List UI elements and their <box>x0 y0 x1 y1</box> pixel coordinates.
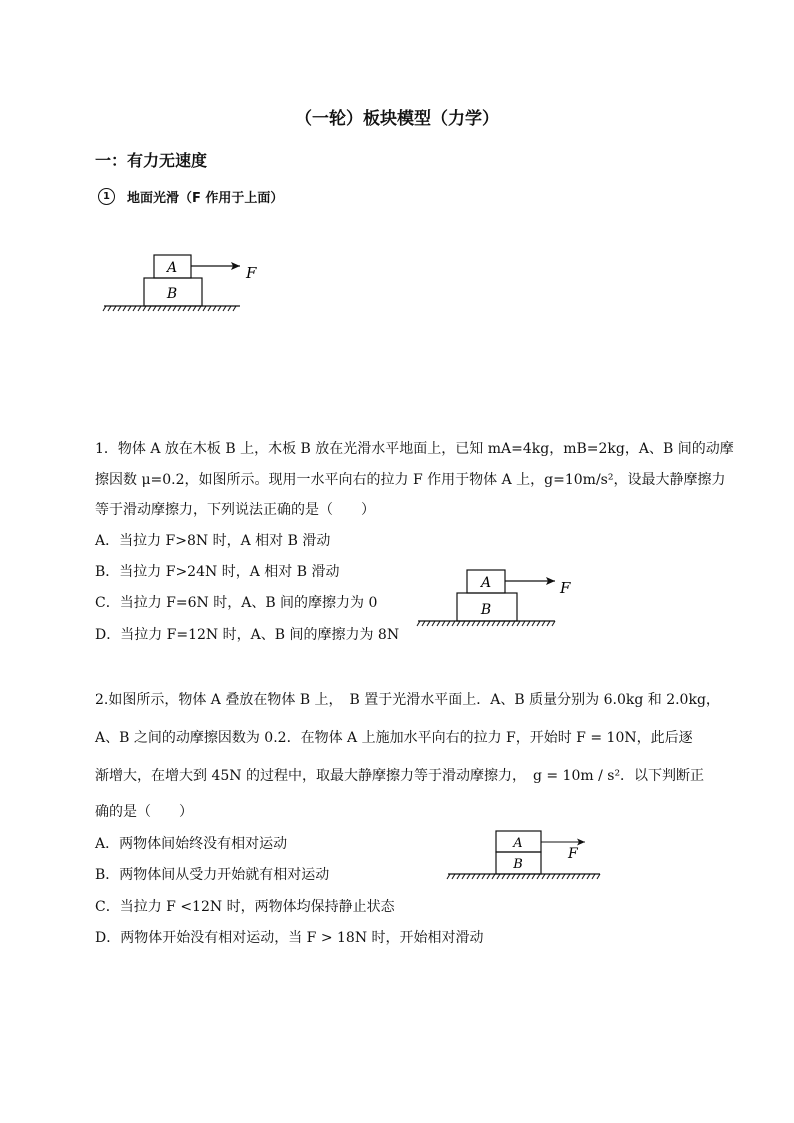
q1-option-d: D．当拉力 F=12N 时，A、B 间的摩擦力为 8N <box>95 627 400 643</box>
hatch-mark <box>133 306 136 311</box>
hatch-mark <box>163 306 166 311</box>
hatch-mark <box>128 306 131 311</box>
hatch-mark <box>462 874 465 879</box>
block-a-label: A <box>513 836 523 851</box>
hatch-mark <box>502 874 505 879</box>
q2-line-1: 2.如图所示，物体 A 叠放在物体 B 上， B 置于光滑水平面上．A、B 质量分别为 6.0kg 和 2.0kg， <box>95 692 720 708</box>
hatch-mark <box>143 306 146 311</box>
block-a-label: A <box>166 260 178 276</box>
hatch-mark <box>442 621 445 626</box>
hatch-mark <box>517 621 520 626</box>
hatch-mark <box>512 874 515 879</box>
hatch-mark <box>193 306 196 311</box>
q2-option-c: C．当拉力 F <12N 时，两物体均保持静止状态 <box>95 899 395 915</box>
hatch-mark <box>572 874 575 879</box>
block-b-label: B <box>166 286 178 302</box>
hatch-mark <box>512 621 515 626</box>
hatch-mark <box>472 874 475 879</box>
ground-hatching <box>103 306 236 311</box>
hatch-mark <box>537 874 540 879</box>
hatch-mark <box>427 621 430 626</box>
q2-line-3: 渐增大，在增大到 45N 的过程中，取最大静摩擦力等于滑动摩擦力， g = 10m / s²．以下判断正 <box>95 768 705 784</box>
hatch-mark <box>153 306 156 311</box>
q2-option-a: A．两物体间始终没有相对运动 <box>95 836 288 852</box>
figure-block-diagram-3 <box>445 828 605 884</box>
block-b-label: B <box>513 857 523 872</box>
hatch-mark <box>542 621 545 626</box>
subsection-heading <box>98 187 283 206</box>
hatch-mark <box>532 874 535 879</box>
hatch-mark <box>507 874 510 879</box>
hatch-mark <box>562 874 565 879</box>
q1-option-b: B．当拉力 F>24N 时，A 相对 B 滑动 <box>95 564 340 580</box>
hatch-mark <box>487 874 490 879</box>
hatch-mark <box>457 621 460 626</box>
hatch-mark <box>592 874 595 879</box>
hatch-mark <box>218 306 221 311</box>
q1-option-a: A．当拉力 F>8N 时，A 相对 B 滑动 <box>95 533 331 549</box>
hatch-mark <box>517 874 520 879</box>
hatch-mark <box>447 621 450 626</box>
hatch-mark <box>482 874 485 879</box>
hatch-mark <box>148 306 151 311</box>
hatch-mark <box>552 621 555 626</box>
hatch-mark <box>497 621 500 626</box>
hatch-mark <box>502 621 505 626</box>
q2-option-b: B．两物体间从受力开始就有相对运动 <box>95 867 330 883</box>
hatch-mark <box>223 306 226 311</box>
hatch-mark <box>432 621 435 626</box>
q2-line-2: A、B 之间的动摩擦因数为 0.2．在物体 A 上施加水平向右的拉力 F，开始时 F = 10N，此后逐 <box>95 730 693 746</box>
hatch-mark <box>113 306 116 311</box>
hatch-mark <box>188 306 191 311</box>
hatch-mark <box>532 621 535 626</box>
figure-block-diagram-2 <box>415 565 575 631</box>
hatch-mark <box>422 621 425 626</box>
hatch-mark <box>467 621 470 626</box>
hatch-mark <box>168 306 171 311</box>
force-label: F <box>246 264 257 282</box>
force-label: F <box>560 579 571 597</box>
hatch-mark <box>482 621 485 626</box>
hatch-mark <box>542 874 545 879</box>
hatch-mark <box>492 621 495 626</box>
hatch-mark <box>547 874 550 879</box>
hatch-mark <box>597 874 600 879</box>
hatch-mark <box>452 621 455 626</box>
hatch-mark <box>582 874 585 879</box>
figure-block-diagram-1 <box>100 250 270 316</box>
hatch-mark <box>457 874 460 879</box>
hatch-mark <box>233 306 236 311</box>
q1-line-1: 1．物体 A 放在木板 B 上，木板 B 放在光滑水平地面上，已知 mA=4kg，mB=2kg，A、B 间的动摩 <box>95 441 734 457</box>
block-a-label: A <box>480 575 492 591</box>
hatch-mark <box>437 621 440 626</box>
hatch-mark <box>522 874 525 879</box>
hatch-mark <box>158 306 161 311</box>
hatch-mark <box>208 306 211 311</box>
hatch-mark <box>527 874 530 879</box>
hatch-mark <box>203 306 206 311</box>
q1-option-c: C．当拉力 F=6N 时，A、B 间的摩擦力为 0 <box>95 595 378 611</box>
force-label: F <box>568 846 578 862</box>
hatch-mark <box>447 874 450 879</box>
hatch-mark <box>103 306 106 311</box>
hatch-mark <box>213 306 216 311</box>
block-b-label: B <box>480 602 492 618</box>
q1-line-2: 擦因数 μ=0.2，如图所示。现用一水平向右的拉力 F 作用于物体 A 上，g=10m/s²，设最大静摩擦力 <box>95 472 726 488</box>
hatch-mark <box>417 621 420 626</box>
hatch-mark <box>467 874 470 879</box>
hatch-mark <box>527 621 530 626</box>
hatch-mark <box>108 306 111 311</box>
q2-line-4: 确的是（ ） <box>95 804 193 820</box>
hatch-mark <box>522 621 525 626</box>
hatch-mark <box>477 874 480 879</box>
hatch-mark <box>138 306 141 311</box>
hatch-mark <box>552 874 555 879</box>
hatch-mark <box>567 874 570 879</box>
subsection-label: 地面光滑（F 作用于上面） <box>127 191 284 206</box>
hatch-mark <box>587 874 590 879</box>
hatch-mark <box>123 306 126 311</box>
hatch-mark <box>198 306 201 311</box>
hatch-mark <box>477 621 480 626</box>
circled-number: 1 <box>98 188 115 205</box>
hatch-mark <box>472 621 475 626</box>
hatch-mark <box>462 621 465 626</box>
page-title: （一轮）板块模型（力学） <box>295 109 499 129</box>
hatch-mark <box>547 621 550 626</box>
hatch-mark <box>507 621 510 626</box>
hatch-mark <box>228 306 231 311</box>
q2-option-d: D．两物体开始没有相对运动，当 F > 18N 时，开始相对滑动 <box>95 930 484 946</box>
section-heading: 一：有力无速度 <box>95 151 208 170</box>
hatch-mark <box>537 621 540 626</box>
hatch-mark <box>497 874 500 879</box>
hatch-mark <box>577 874 580 879</box>
ground-hatching <box>447 874 600 879</box>
hatch-mark <box>557 874 560 879</box>
ground-hatching <box>417 621 555 626</box>
hatch-mark <box>487 621 490 626</box>
hatch-mark <box>118 306 121 311</box>
hatch-mark <box>492 874 495 879</box>
hatch-mark <box>173 306 176 311</box>
hatch-mark <box>183 306 186 311</box>
hatch-mark <box>452 874 455 879</box>
q1-line-3: 等于滑动摩擦力，下列说法正确的是（ ） <box>95 502 375 518</box>
hatch-mark <box>178 306 181 311</box>
